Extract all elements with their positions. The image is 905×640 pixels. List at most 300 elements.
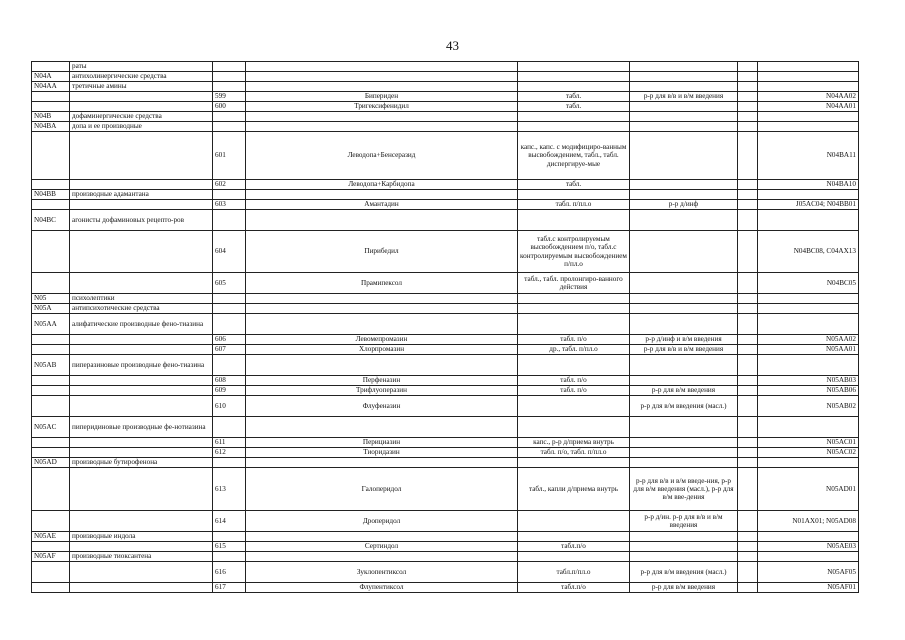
page-number: 43 — [446, 38, 459, 53]
atc-group-code: N05 — [32, 294, 70, 304]
group-name — [70, 180, 213, 190]
drug-name: Левомепромазин — [246, 335, 518, 345]
atc-code: N04AA02 — [758, 92, 859, 102]
group-name — [70, 102, 213, 112]
atc-group-code — [32, 542, 70, 552]
row-number — [213, 62, 246, 72]
injection-form — [630, 82, 738, 92]
dosage-form — [518, 190, 630, 200]
drug-name: Трифлуоперазин — [246, 386, 518, 396]
dosage-form — [518, 396, 630, 417]
atc-group-code: N04B — [32, 112, 70, 122]
injection-form — [630, 314, 738, 335]
table-row — [32, 190, 859, 200]
row-number: 615 — [213, 542, 246, 552]
atc-code — [758, 72, 859, 82]
dosage-form — [518, 532, 630, 542]
drug-name — [246, 122, 518, 132]
table-row — [32, 294, 859, 304]
drug-name: Леводопа+Карбидопа — [246, 180, 518, 190]
injection-form — [630, 438, 738, 448]
row-number — [213, 355, 246, 376]
atc-group-code — [32, 396, 70, 417]
extra-cell — [738, 552, 758, 562]
row-number — [213, 210, 246, 231]
atc-code: N05AA01 — [758, 345, 859, 355]
drug-name: Сертиндол — [246, 542, 518, 552]
row-number — [213, 417, 246, 438]
atc-group-code — [32, 180, 70, 190]
drug-name — [246, 417, 518, 438]
atc-code: N05AD01 — [758, 468, 859, 511]
group-name — [70, 92, 213, 102]
dosage-form: табл., капли д/приема внутрь — [518, 468, 630, 511]
atc-code — [758, 112, 859, 122]
injection-form: р-р для в/м введения (масл.) — [630, 562, 738, 583]
extra-cell — [738, 273, 758, 294]
table-row — [32, 62, 859, 72]
injection-form — [630, 231, 738, 273]
table-row — [32, 200, 859, 210]
table-row — [32, 335, 859, 345]
row-number: 599 — [213, 92, 246, 102]
extra-cell — [738, 335, 758, 345]
injection-form — [630, 552, 738, 562]
injection-form — [630, 62, 738, 72]
atc-code — [758, 294, 859, 304]
table-row — [32, 542, 859, 552]
extra-cell — [738, 314, 758, 335]
atc-group-code: N04BA — [32, 122, 70, 132]
dosage-form — [518, 122, 630, 132]
dosage-form — [518, 62, 630, 72]
injection-form — [630, 210, 738, 231]
drug-name: Дроперидол — [246, 511, 518, 532]
group-name: производные адамантана — [70, 190, 213, 200]
extra-cell — [738, 417, 758, 438]
table-row — [32, 468, 859, 511]
atc-group-code — [32, 376, 70, 386]
row-number — [213, 82, 246, 92]
dosage-form: др., табл. п/пл.о — [518, 345, 630, 355]
atc-code: N04BC05 — [758, 273, 859, 294]
injection-form — [630, 417, 738, 438]
row-number — [213, 532, 246, 542]
extra-cell — [738, 231, 758, 273]
group-name: допа и ее производные — [70, 122, 213, 132]
group-name — [70, 273, 213, 294]
group-name — [70, 511, 213, 532]
atc-code: J05AC04; N04BB01 — [758, 200, 859, 210]
table-row — [32, 82, 859, 92]
drug-name: Зуклопентиксол — [246, 562, 518, 583]
atc-code: N05AF05 — [758, 562, 859, 583]
table-row — [32, 273, 859, 294]
table-row — [32, 552, 859, 562]
drug-name: Пирибедил — [246, 231, 518, 273]
atc-code — [758, 355, 859, 376]
dosage-form: капс., р-р д/приема внутрь — [518, 438, 630, 448]
group-name — [70, 376, 213, 386]
atc-group-code: N04BC — [32, 210, 70, 231]
group-name — [70, 231, 213, 273]
atc-group-code: N05AC — [32, 417, 70, 438]
injection-form: р-р для в/в и в/м введения — [630, 345, 738, 355]
atc-code — [758, 532, 859, 542]
table-row — [32, 92, 859, 102]
atc-group-code: N05AE — [32, 532, 70, 542]
group-name — [70, 583, 213, 593]
atc-group-code: N04A — [32, 72, 70, 82]
group-name — [70, 468, 213, 511]
dosage-form — [518, 72, 630, 82]
atc-code — [758, 82, 859, 92]
row-number: 612 — [213, 448, 246, 458]
table-row — [32, 122, 859, 132]
injection-form — [630, 532, 738, 542]
atc-group-code: N05AF — [32, 552, 70, 562]
dosage-form: табл.п/о — [518, 542, 630, 552]
table-row — [32, 314, 859, 335]
table-row — [32, 180, 859, 190]
dosage-form: табл. п/о — [518, 335, 630, 345]
extra-cell — [738, 448, 758, 458]
extra-cell — [738, 62, 758, 72]
table-row — [32, 386, 859, 396]
atc-group-code: N04BB — [32, 190, 70, 200]
atc-code — [758, 190, 859, 200]
group-name: антихолинергические средства — [70, 72, 213, 82]
atc-code: N05AC02 — [758, 448, 859, 458]
drug-name — [246, 458, 518, 468]
group-name — [70, 200, 213, 210]
atc-code: N05AC01 — [758, 438, 859, 448]
row-number — [213, 458, 246, 468]
atc-group-code — [32, 200, 70, 210]
table-row — [32, 132, 859, 180]
dosage-form: табл. — [518, 180, 630, 190]
table-row — [32, 458, 859, 468]
extra-cell — [738, 345, 758, 355]
atc-group-code: N05AD — [32, 458, 70, 468]
atc-group-code — [32, 468, 70, 511]
group-name — [70, 438, 213, 448]
table-row — [32, 376, 859, 386]
row-number — [213, 72, 246, 82]
drug-name: Тригексифенидил — [246, 102, 518, 112]
injection-form — [630, 273, 738, 294]
atc-group-code — [32, 62, 70, 72]
table-row — [32, 448, 859, 458]
injection-form — [630, 112, 738, 122]
drug-name — [246, 294, 518, 304]
injection-form: р-р для в/м введения — [630, 386, 738, 396]
atc-group-code: N05AB — [32, 355, 70, 376]
extra-cell — [738, 355, 758, 376]
row-number: 609 — [213, 386, 246, 396]
atc-code: N05AA02 — [758, 335, 859, 345]
drug-registry-table — [31, 61, 859, 593]
group-name: антипсихотические средства — [70, 304, 213, 314]
extra-cell — [738, 562, 758, 583]
drug-name — [246, 314, 518, 335]
drug-name: Прамипексол — [246, 273, 518, 294]
group-name — [70, 542, 213, 552]
atc-group-code — [32, 386, 70, 396]
row-number — [213, 190, 246, 200]
row-number: 611 — [213, 438, 246, 448]
atc-code: N05AB06 — [758, 386, 859, 396]
group-name — [70, 562, 213, 583]
injection-form — [630, 294, 738, 304]
extra-cell — [738, 542, 758, 552]
injection-form — [630, 542, 738, 552]
table-row — [32, 112, 859, 122]
dosage-form — [518, 210, 630, 231]
extra-cell — [738, 396, 758, 417]
atc-code — [758, 458, 859, 468]
drug-name: Перфеназин — [246, 376, 518, 386]
table-row — [32, 562, 859, 583]
injection-form: р-р д/инф — [630, 200, 738, 210]
atc-group-code — [32, 231, 70, 273]
row-number: 600 — [213, 102, 246, 112]
dosage-form: табл.п/о — [518, 583, 630, 593]
group-name: раты — [70, 62, 213, 72]
injection-form — [630, 355, 738, 376]
injection-form: р-р для в/м введения (масл.) — [630, 396, 738, 417]
dosage-form — [518, 112, 630, 122]
row-number: 613 — [213, 468, 246, 511]
atc-group-code — [32, 511, 70, 532]
extra-cell — [738, 190, 758, 200]
row-number — [213, 552, 246, 562]
injection-form — [630, 132, 738, 180]
atc-group-code — [32, 335, 70, 345]
table-row — [32, 345, 859, 355]
row-number — [213, 294, 246, 304]
drug-name — [246, 62, 518, 72]
extra-cell — [738, 180, 758, 190]
atc-code — [758, 552, 859, 562]
injection-form: р-р д/инф и в/м введения — [630, 335, 738, 345]
drug-name — [246, 190, 518, 200]
group-name: дофаминергические средства — [70, 112, 213, 122]
atc-group-code — [32, 132, 70, 180]
dosage-form — [518, 417, 630, 438]
extra-cell — [738, 200, 758, 210]
dosage-form — [518, 304, 630, 314]
extra-cell — [738, 438, 758, 448]
injection-form — [630, 448, 738, 458]
extra-cell — [738, 386, 758, 396]
atc-code: N04BA10 — [758, 180, 859, 190]
extra-cell — [738, 468, 758, 511]
dosage-form: табл.п/пл.о — [518, 562, 630, 583]
atc-group-code — [32, 583, 70, 593]
group-name: производные тиоксантена — [70, 552, 213, 562]
injection-form: р-р для в/в и в/м введения — [630, 92, 738, 102]
table-row — [32, 72, 859, 82]
extra-cell — [738, 458, 758, 468]
drug-name: Флупентиксол — [246, 583, 518, 593]
extra-cell — [738, 82, 758, 92]
atc-code — [758, 122, 859, 132]
group-name: алифатические производные фено-тиазина — [70, 314, 213, 335]
dosage-form — [518, 314, 630, 335]
atc-group-code — [32, 102, 70, 112]
row-number: 608 — [213, 376, 246, 386]
extra-cell — [738, 294, 758, 304]
atc-group-code — [32, 345, 70, 355]
dosage-form: табл. п/пл.о — [518, 200, 630, 210]
extra-cell — [738, 376, 758, 386]
extra-cell — [738, 72, 758, 82]
row-number — [213, 122, 246, 132]
table-row — [32, 583, 859, 593]
dosage-form — [518, 552, 630, 562]
dosage-form — [518, 82, 630, 92]
injection-form: р-р д/ин. р-р для в/в и в/м введения — [630, 511, 738, 532]
table-body — [32, 62, 859, 593]
atc-code — [758, 210, 859, 231]
table-row — [32, 231, 859, 273]
row-number: 607 — [213, 345, 246, 355]
table-row — [32, 304, 859, 314]
drug-name: Леводопа+Бенсеразид — [246, 132, 518, 180]
extra-cell — [738, 583, 758, 593]
dosage-form — [518, 355, 630, 376]
row-number — [213, 304, 246, 314]
table-row — [32, 396, 859, 417]
drug-name: Флуфеназин — [246, 396, 518, 417]
dosage-form: табл. — [518, 102, 630, 112]
dosage-form: табл.с контролируемым высвобождением п/о, табл.с контролируемым высвобождением п/пл.о — [518, 231, 630, 273]
injection-form — [630, 122, 738, 132]
table-row — [32, 355, 859, 376]
drug-name: Перициазин — [246, 438, 518, 448]
drug-name — [246, 82, 518, 92]
injection-form — [630, 458, 738, 468]
atc-group-code: N04AA — [32, 82, 70, 92]
extra-cell — [738, 102, 758, 112]
dosage-form: табл., табл. пролонгиро-ванного действия — [518, 273, 630, 294]
extra-cell — [738, 92, 758, 102]
atc-group-code — [32, 438, 70, 448]
atc-code: N05AF01 — [758, 583, 859, 593]
row-number: 616 — [213, 562, 246, 583]
atc-group-code — [32, 92, 70, 102]
atc-group-code: N05A — [32, 304, 70, 314]
drug-name — [246, 72, 518, 82]
table-row — [32, 210, 859, 231]
group-name — [70, 335, 213, 345]
atc-code: N05AE03 — [758, 542, 859, 552]
injection-form — [630, 72, 738, 82]
group-name: пиперидиновые производные фе-нотиазина — [70, 417, 213, 438]
atc-code — [758, 417, 859, 438]
atc-code: N04BA11 — [758, 132, 859, 180]
extra-cell — [738, 210, 758, 231]
drug-name — [246, 552, 518, 562]
row-number: 602 — [213, 180, 246, 190]
table-row — [32, 102, 859, 112]
dosage-form — [518, 294, 630, 304]
atc-group-code — [32, 562, 70, 583]
table-row — [32, 417, 859, 438]
row-number: 614 — [213, 511, 246, 532]
group-name: агонисты дофаминовых рецепто-ров — [70, 210, 213, 231]
atc-group-code — [32, 273, 70, 294]
table-row — [32, 532, 859, 542]
atc-group-code: N05AA — [32, 314, 70, 335]
injection-form: р-р для в/м введения — [630, 583, 738, 593]
row-number: 610 — [213, 396, 246, 417]
group-name: третичные амины — [70, 82, 213, 92]
extra-cell — [738, 122, 758, 132]
atc-code — [758, 62, 859, 72]
row-number: 606 — [213, 335, 246, 345]
group-name — [70, 345, 213, 355]
drug-name — [246, 532, 518, 542]
atc-code — [758, 314, 859, 335]
group-name — [70, 132, 213, 180]
dosage-form: табл. п/о, табл. п/пл.о — [518, 448, 630, 458]
drug-name — [246, 304, 518, 314]
group-name: производные индола — [70, 532, 213, 542]
row-number — [213, 314, 246, 335]
extra-cell — [738, 304, 758, 314]
drug-name: Галоперидол — [246, 468, 518, 511]
group-name: производные бутирофенона — [70, 458, 213, 468]
extra-cell — [738, 112, 758, 122]
atc-code: N04AA01 — [758, 102, 859, 112]
injection-form — [630, 304, 738, 314]
drug-name: Тиоридазин — [246, 448, 518, 458]
row-number: 601 — [213, 132, 246, 180]
injection-form: р-р для в/в и в/м введе-ния, р-р для в/м введения (масл.), р-р для в/м вве-дения — [630, 468, 738, 511]
row-number — [213, 112, 246, 122]
dosage-form: табл. п/о — [518, 376, 630, 386]
group-name — [70, 396, 213, 417]
injection-form — [630, 102, 738, 112]
row-number: 604 — [213, 231, 246, 273]
drug-name — [246, 355, 518, 376]
atc-code: N04BC08, C04AX13 — [758, 231, 859, 273]
drug-name — [246, 112, 518, 122]
row-number: 603 — [213, 200, 246, 210]
drug-name — [246, 210, 518, 231]
extra-cell — [738, 532, 758, 542]
injection-form — [630, 376, 738, 386]
row-number: 617 — [213, 583, 246, 593]
dosage-form: табл. — [518, 92, 630, 102]
dosage-form — [518, 458, 630, 468]
atc-code: N05AB03 — [758, 376, 859, 386]
drug-name: Хлорпромазин — [246, 345, 518, 355]
table-row — [32, 438, 859, 448]
drug-name: Бипериден — [246, 92, 518, 102]
dosage-form: табл. п/о — [518, 386, 630, 396]
atc-code — [758, 304, 859, 314]
group-name: пиперазиновые производные фено-тиазина — [70, 355, 213, 376]
extra-cell — [738, 132, 758, 180]
dosage-form — [518, 511, 630, 532]
group-name: психолептики — [70, 294, 213, 304]
atc-code: N01AX01; N05AD08 — [758, 511, 859, 532]
drug-name: Амантадин — [246, 200, 518, 210]
atc-group-code — [32, 448, 70, 458]
